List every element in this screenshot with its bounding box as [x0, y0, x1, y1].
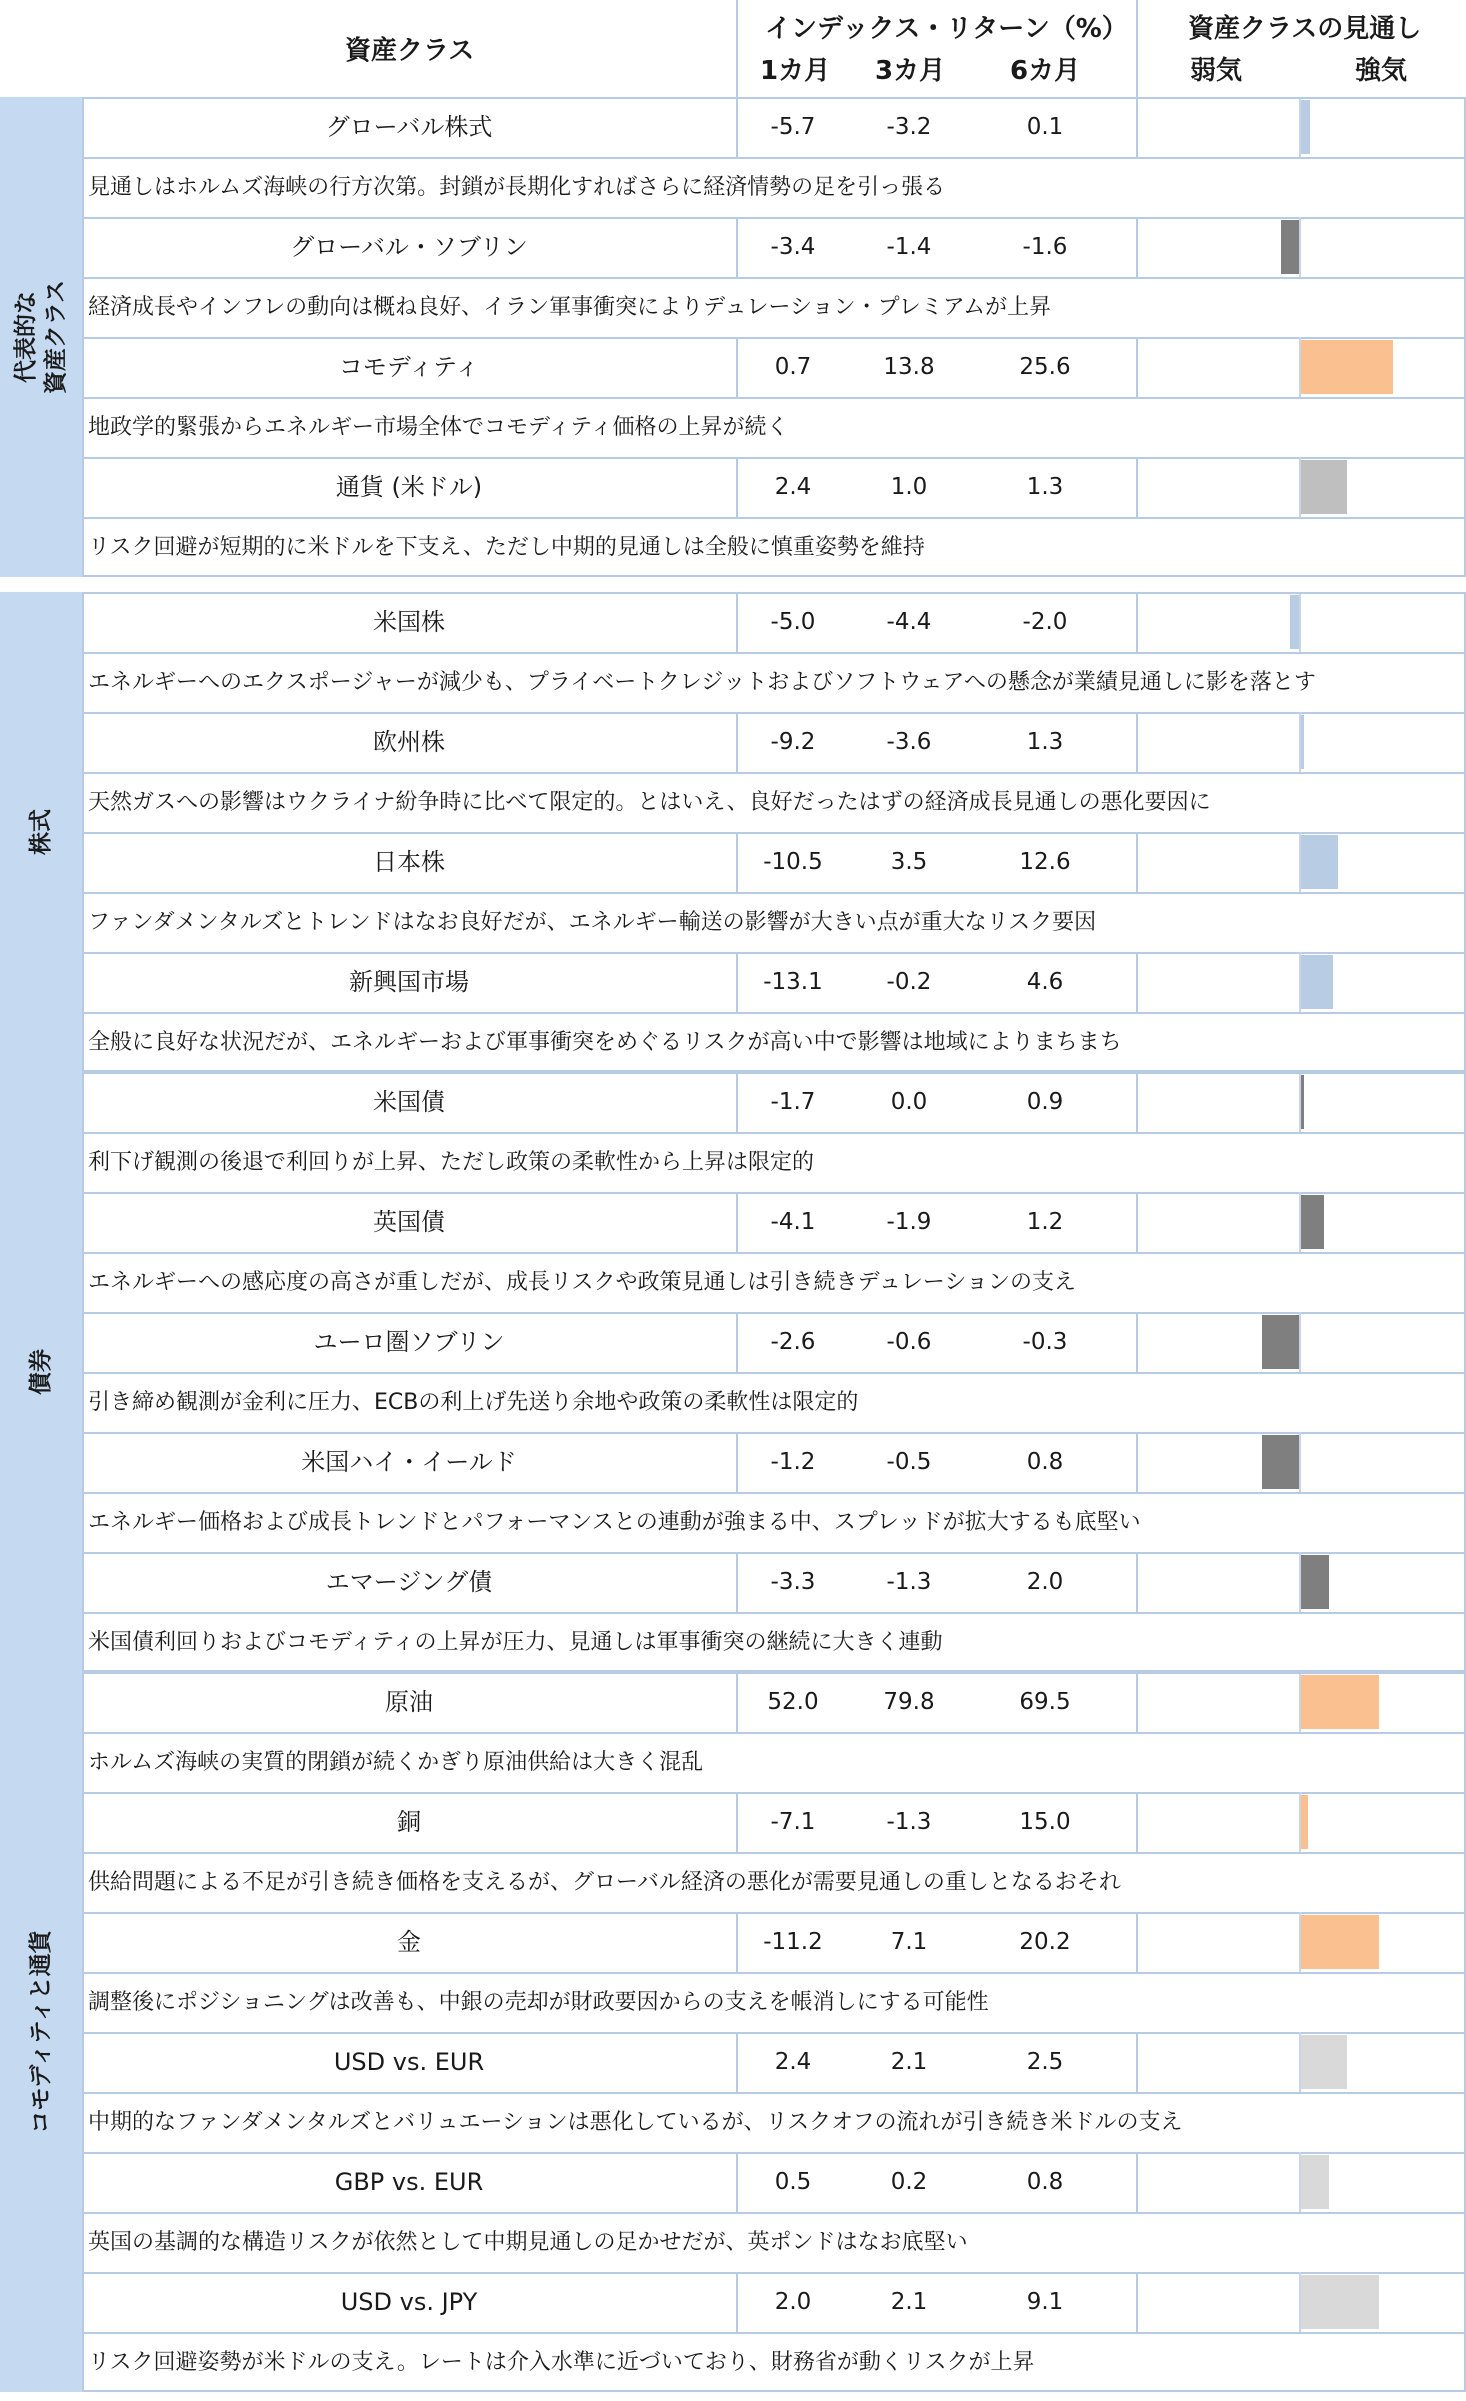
comment-row: [82, 1252, 1466, 1312]
return-1m: -1.2: [770, 1449, 816, 1475]
comment-row: [82, 772, 1466, 832]
table-row: [82, 1552, 1466, 1612]
return-1m: -5.0: [770, 609, 816, 635]
cell-divider: [1136, 97, 1138, 157]
return-1m: -9.2: [770, 729, 816, 755]
outlook-bar: [1301, 1915, 1379, 1969]
table-row: [82, 1072, 1466, 1132]
outlook-bar: [1301, 715, 1304, 769]
outlook-bar: [1301, 1075, 1304, 1129]
asset-name: 金: [397, 1928, 421, 1956]
return-6m: 15.0: [1019, 1809, 1071, 1835]
asset-name: 英国債: [373, 1208, 445, 1236]
table-row: [82, 1672, 1466, 1732]
asset-item: [82, 2152, 1466, 2272]
cell-divider: [1136, 712, 1138, 772]
cell-divider: [1136, 337, 1138, 397]
comment-row: [82, 652, 1466, 712]
outlook-header: 資産クラスの見通し: [1188, 14, 1422, 44]
comment-row: [82, 892, 1466, 952]
asset-name: 欧州株: [373, 728, 445, 756]
return-1m: -1.7: [770, 1089, 816, 1115]
table-row: [82, 457, 1466, 517]
comment-row: [82, 517, 1466, 577]
asset-comment: 米国債利回りおよびコモディティの上昇が圧力、見通しは軍事衝突の継続に大きく連動: [88, 1630, 943, 1655]
comment-row: [82, 1732, 1466, 1792]
comment-row: [82, 157, 1466, 217]
return-1m: 0.7: [774, 354, 812, 380]
asset-item: [82, 1072, 1466, 1192]
cell-divider: [1136, 832, 1138, 892]
section-rows: [82, 97, 1466, 577]
section-label-text: 代表的な 資産クラス: [13, 279, 69, 395]
asset-name: グローバル・ソブリン: [290, 233, 528, 261]
return-6m: 69.5: [1019, 1689, 1071, 1715]
section-3: [0, 1672, 1466, 2392]
return-1m: 52.0: [767, 1689, 819, 1715]
return-3m: 7.1: [890, 1929, 928, 1955]
return-3m: -1.3: [886, 1809, 932, 1835]
cell-divider: [1136, 1312, 1138, 1372]
return-3m: 0.0: [890, 1089, 928, 1115]
return-3m: -1.4: [886, 234, 932, 260]
asset-name: 原油: [385, 1688, 433, 1716]
asset-comment: エネルギーへの感応度の高さが重しだが、成長リスクや政策見通しは引き続きデュレーションの支え: [88, 1270, 1077, 1295]
section-label-text: 債券: [28, 1349, 54, 1395]
section-1: [0, 592, 1466, 1072]
return-6m: 2.0: [1026, 1569, 1064, 1595]
cell-divider: [1136, 217, 1138, 277]
cell-divider: [1136, 592, 1138, 652]
asset-comment: 英国の基調的な構造リスクが依然として中期見通しの足かせだが、英ポンドはなお底堅い: [88, 2230, 968, 2255]
section-label-text: 株式: [28, 809, 54, 855]
table-row: [82, 712, 1466, 772]
outlook-bar: [1301, 2035, 1347, 2089]
table-row: [82, 1192, 1466, 1252]
table-row: [82, 1792, 1466, 1852]
return-6m: 4.6: [1026, 969, 1064, 995]
return-6m: 1.3: [1026, 474, 1064, 500]
asset-item: [82, 457, 1466, 577]
asset-item: [82, 1192, 1466, 1312]
cell-divider: [1136, 1672, 1138, 1732]
return-1m: -7.1: [770, 1809, 816, 1835]
return-3m: -1.3: [886, 1569, 932, 1595]
cell-divider: [1136, 1792, 1138, 1852]
outlook-axis: [1299, 1432, 1301, 1492]
asset-name: 米国株: [373, 608, 445, 636]
outlook-bar: [1301, 2275, 1379, 2329]
return-6m: -2.0: [1022, 609, 1068, 635]
return-1m: -3.4: [770, 234, 816, 260]
asset-item: [82, 832, 1466, 952]
outlook-bar: [1301, 1195, 1324, 1249]
cell-divider: [1136, 1192, 1138, 1252]
comment-row: [82, 2092, 1466, 2152]
table-row: [82, 1432, 1466, 1492]
outlook-bar: [1301, 1675, 1379, 1729]
return-6m: 2.5: [1026, 2049, 1064, 2075]
comment-row: [82, 1132, 1466, 1192]
section-0: [0, 97, 1466, 577]
asset-name: エマージング債: [325, 1568, 493, 1596]
return-1m: -13.1: [763, 969, 823, 995]
outlook-axis: [1299, 592, 1301, 652]
comment-row: [82, 1852, 1466, 1912]
section-label: [0, 97, 82, 577]
asset-comment: エネルギーへのエクスポージャーが減少も、プライベートクレジットおよびソフトウェアへの懸念が業績見通しに影を落とす: [88, 670, 1316, 695]
comment-row: [82, 1012, 1466, 1072]
table-row: [82, 592, 1466, 652]
asset-comment: 見通しはホルムズ海峡の行方次第。封鎖が長期化すればさらに経済情勢の足を引っ張る: [88, 175, 946, 200]
asset-name: 通貨 (米ドル): [335, 473, 483, 501]
col-1m-header: 1カ月: [760, 56, 831, 86]
return-6m: 0.8: [1026, 2169, 1064, 2195]
asset-name: 米国債: [373, 1088, 445, 1116]
return-1m: -4.1: [770, 1209, 816, 1235]
asset-name: USD vs. EUR: [333, 2048, 485, 2076]
asset-item: [82, 337, 1466, 457]
table-row: [82, 1912, 1466, 1972]
comment-row: [82, 1972, 1466, 2032]
asset-name: グローバル株式: [325, 113, 493, 141]
asset-item: [82, 952, 1466, 1072]
outlook-axis: [1299, 217, 1301, 277]
outlook-bar: [1281, 220, 1299, 274]
section-rows: [82, 1072, 1466, 1672]
return-1m: 2.4: [774, 2049, 812, 2075]
asset-item: [82, 1672, 1466, 1792]
comment-row: [82, 1612, 1466, 1672]
return-6m: 0.9: [1026, 1089, 1064, 1115]
return-3m: 1.0: [890, 474, 928, 500]
section-2: [0, 1072, 1466, 1672]
return-3m: -3.2: [886, 114, 932, 140]
section-label: [0, 592, 82, 1072]
return-3m: 0.2: [890, 2169, 928, 2195]
col-6m-header: 6カ月: [1010, 56, 1081, 86]
asset-item: [82, 217, 1466, 337]
asset-item: [82, 2272, 1466, 2392]
asset-comment: 全般に良好な状況だが、エネルギーおよび軍事衝突をめぐるリスクが高い中で影響は地域によりまちまち: [88, 1030, 1122, 1055]
cell-divider: [1136, 1072, 1138, 1132]
asset-name: USD vs. JPY: [340, 2288, 478, 2316]
asset-comment: ファンダメンタルズとトレンドはなお良好だが、エネルギー輸送の影響が大きい点が重大なリスク要因: [88, 910, 1097, 935]
outlook-bar: [1301, 955, 1333, 1009]
return-1m: -3.3: [770, 1569, 816, 1595]
cell-divider: [1136, 1552, 1138, 1612]
return-6m: -0.3: [1022, 1329, 1068, 1355]
asset-comment: リスク回避が短期的に米ドルを下支え、ただし中期的見通しは全般に慎重姿勢を維持: [88, 535, 925, 560]
bearish-label: 弱気: [1190, 56, 1243, 86]
section-label: [0, 1672, 82, 2392]
header-divider-1: [736, 0, 738, 97]
asset-name: 日本株: [373, 848, 445, 876]
outlook-bar: [1290, 595, 1299, 649]
table-row: [82, 337, 1466, 397]
cell-divider: [1136, 457, 1138, 517]
return-3m: -0.2: [886, 969, 932, 995]
outlook-axis: [1299, 1312, 1301, 1372]
asset-item: [82, 1312, 1466, 1432]
cell-divider: [1136, 1432, 1138, 1492]
return-1m: -11.2: [763, 1929, 823, 1955]
table-row: [82, 952, 1466, 1012]
cell-divider: [1136, 2032, 1138, 2092]
asset-name: 米国ハイ・イールド: [301, 1448, 517, 1476]
return-3m: -0.6: [886, 1329, 932, 1355]
return-1m: 2.0: [774, 2289, 812, 2315]
comment-row: [82, 397, 1466, 457]
return-1m: 2.4: [774, 474, 812, 500]
asset-item: [82, 2032, 1466, 2152]
asset-comment: 地政学的緊張からエネルギー市場全体でコモディティ価格の上昇が続く: [88, 415, 789, 440]
cell-divider: [1136, 2152, 1138, 2212]
return-6m: 0.8: [1026, 1449, 1064, 1475]
table-row: [82, 2272, 1466, 2332]
table-row: [82, 832, 1466, 892]
return-3m: -4.4: [886, 609, 932, 635]
table-row: [82, 97, 1466, 157]
table-row: [82, 1312, 1466, 1372]
comment-row: [82, 2212, 1466, 2272]
return-1m: -5.7: [770, 114, 816, 140]
return-6m: -1.6: [1022, 234, 1068, 260]
return-6m: 1.2: [1026, 1209, 1064, 1235]
return-1m: -2.6: [770, 1329, 816, 1355]
table-row: [82, 2152, 1466, 2212]
asset-item: [82, 1792, 1466, 1912]
return-6m: 0.1: [1026, 114, 1064, 140]
return-3m: -3.6: [886, 729, 932, 755]
asset-comment: 利下げ観測の後退で利回りが上昇、ただし政策の柔軟性から上昇は限定的: [88, 1150, 815, 1175]
return-1m: 0.5: [774, 2169, 812, 2195]
return-1m: -10.5: [763, 849, 823, 875]
cell-divider: [1136, 1912, 1138, 1972]
asset-item: [82, 97, 1466, 217]
asset-item: [82, 1432, 1466, 1552]
section-rows: [82, 1672, 1466, 2392]
asset-name: 新興国市場: [349, 968, 469, 996]
return-3m: 2.1: [890, 2289, 928, 2315]
section-label-text: コモディティと通貨: [28, 1930, 54, 2134]
cell-divider: [1136, 2272, 1138, 2332]
asset-comment: リスク回避姿勢が米ドルの支え。レートは介入水準に近づいており、財務省が動くリスクが上昇: [88, 2350, 1035, 2375]
outlook-bar: [1262, 1315, 1299, 1369]
comment-row: [82, 1372, 1466, 1432]
return-6m: 1.3: [1026, 729, 1064, 755]
asset-item: [82, 592, 1466, 712]
col-3m-header: 3カ月: [875, 56, 946, 86]
return-3m: -1.9: [886, 1209, 932, 1235]
return-6m: 20.2: [1019, 1929, 1071, 1955]
asset-class-header: 資産クラス: [345, 36, 475, 66]
asset-item: [82, 712, 1466, 832]
section-rows: [82, 592, 1466, 1072]
asset-comment: 天然ガスへの影響はウクライナ紛争時に比べて限定的。とはいえ、良好だったはずの経済成長見通しの悪化要因に: [88, 790, 1211, 815]
return-6m: 25.6: [1019, 354, 1071, 380]
asset-comment: 経済成長やインフレの動向は概ね良好、イラン軍事衝突によりデュレーション・プレミアムが上昇: [88, 295, 1052, 320]
comment-row: [82, 2332, 1466, 2392]
return-3m: 13.8: [883, 354, 935, 380]
asset-comment: 供給問題による不足が引き続き価格を支えるが、グローバル経済の悪化が需要見通しの重しとなるおそれ: [88, 1870, 1121, 1895]
comment-row: [82, 277, 1466, 337]
outlook-bar: [1301, 100, 1310, 154]
return-3m: 3.5: [890, 849, 928, 875]
header-divider-2: [1136, 0, 1138, 97]
comment-row: [82, 1492, 1466, 1552]
asset-comment: 中期的なファンダメンタルズとバリュエーションは悪化しているが、リスクオフの流れが引き続き米ドルの支え: [88, 2110, 1183, 2135]
asset-name: ユーロ圏ソブリン: [313, 1328, 505, 1356]
outlook-bar: [1301, 835, 1338, 889]
return-3m: -0.5: [886, 1449, 932, 1475]
asset-comment: 引き締め観測が金利に圧力、ECBの利上げ先送り余地や政策の柔軟性は限定的: [88, 1390, 859, 1415]
asset-item: [82, 1552, 1466, 1672]
outlook-bar: [1301, 340, 1393, 394]
outlook-bar: [1301, 1555, 1329, 1609]
cell-divider: [1136, 952, 1138, 1012]
asset-name: 銅: [397, 1808, 421, 1836]
asset-item: [82, 1912, 1466, 2032]
return-6m: 12.6: [1019, 849, 1071, 875]
asset-comment: エネルギー価格および成長トレンドとパフォーマンスとの連動が強まる中、スプレッドが拡大するも底堅い: [88, 1510, 1141, 1535]
asset-name: コモディティ: [338, 353, 480, 381]
outlook-bar: [1301, 460, 1347, 514]
outlook-bar: [1301, 1795, 1308, 1849]
outlook-bar: [1262, 1435, 1299, 1489]
table-header: [0, 0, 1466, 97]
return-3m: 2.1: [890, 2049, 928, 2075]
return-3m: 79.8: [883, 1689, 935, 1715]
table-row: [82, 217, 1466, 277]
section-label: [0, 1072, 82, 1672]
return-6m: 9.1: [1026, 2289, 1064, 2315]
table-row: [82, 2032, 1466, 2092]
asset-comment: ホルムズ海峡の実質的閉鎖が続くかぎり原油供給は大きく混乱: [88, 1750, 704, 1775]
bullish-label: 強気: [1355, 56, 1408, 86]
outlook-bar: [1301, 2155, 1329, 2209]
returns-header: インデックス・リターン（%）: [765, 14, 1128, 44]
asset-comment: 調整後にポジショニングは改善も、中銀の売却が財政要因からの支えを帳消しにする可能性: [88, 1990, 989, 2015]
asset-name: GBP vs. EUR: [334, 2168, 484, 2196]
